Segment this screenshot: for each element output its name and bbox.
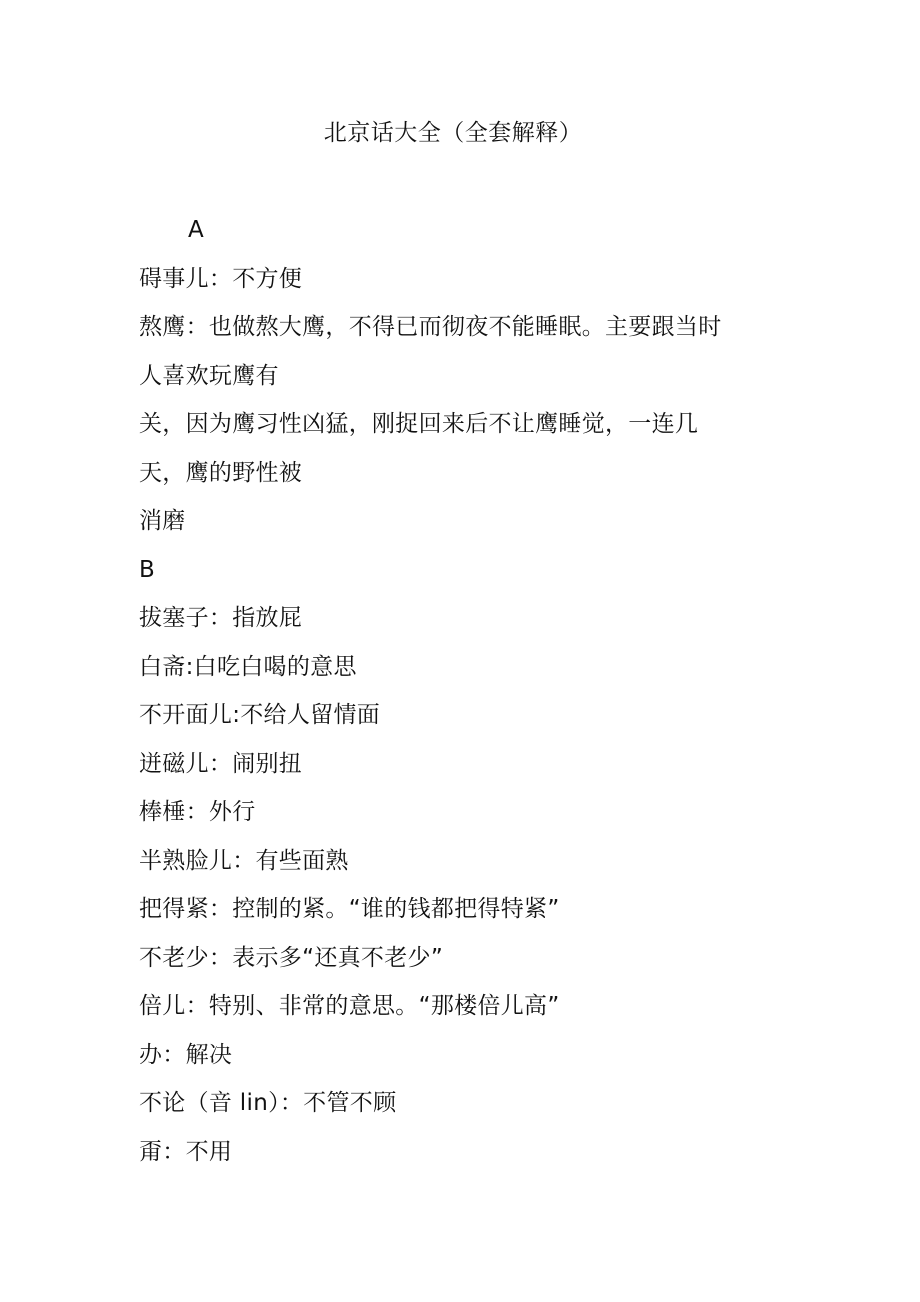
- document-body: [139, 206, 799, 1176]
- entry-line: 消磨: [139, 508, 186, 534]
- entry-line: 倍儿：特别、非常的意思。“那楼倍儿高”: [139, 993, 560, 1019]
- entry-line: 拔塞子：指放屁: [139, 605, 303, 631]
- section-heading-b: B: [139, 556, 156, 583]
- entry-line: 碍事儿：不方便: [139, 265, 303, 292]
- page-title: 北京话大全（全套解释）: [323, 120, 583, 146]
- entry-line: 白斋:白吃白喝的意思: [139, 653, 357, 680]
- entry-line: 熬鹰：也做熬大鹰，不得已而彻夜不能睡眠。主要跟当时: [139, 314, 722, 340]
- entry-line: 半熟脸儿：有些面熟: [139, 847, 349, 874]
- entry-line: 不老少：表示多“还真不老少”: [139, 944, 444, 971]
- entry-line: 不论（音 lin）：不管不顾: [139, 1090, 397, 1116]
- entry-line: 甭：不用: [139, 1138, 233, 1165]
- entry-line: 把得紧：控制的紧。“谁的钱都把得特紧”: [139, 896, 560, 922]
- entry-line: 关，因为鹰习性凶猛，刚捉回来后不让鹰睡觉，一连几: [139, 411, 699, 437]
- entry-line: 棒棰：外行: [139, 799, 256, 825]
- entry-line: 办：解决: [139, 1041, 233, 1068]
- section-heading-a: A: [188, 217, 205, 243]
- entry-line: 不开面儿:不给人留情面: [139, 702, 381, 728]
- entry-line: 天，鹰的野性被: [139, 459, 303, 486]
- entry-line: 迸磁儿：闹别扭: [139, 750, 303, 777]
- entry-line: 人喜欢玩鹰有: [139, 362, 279, 389]
